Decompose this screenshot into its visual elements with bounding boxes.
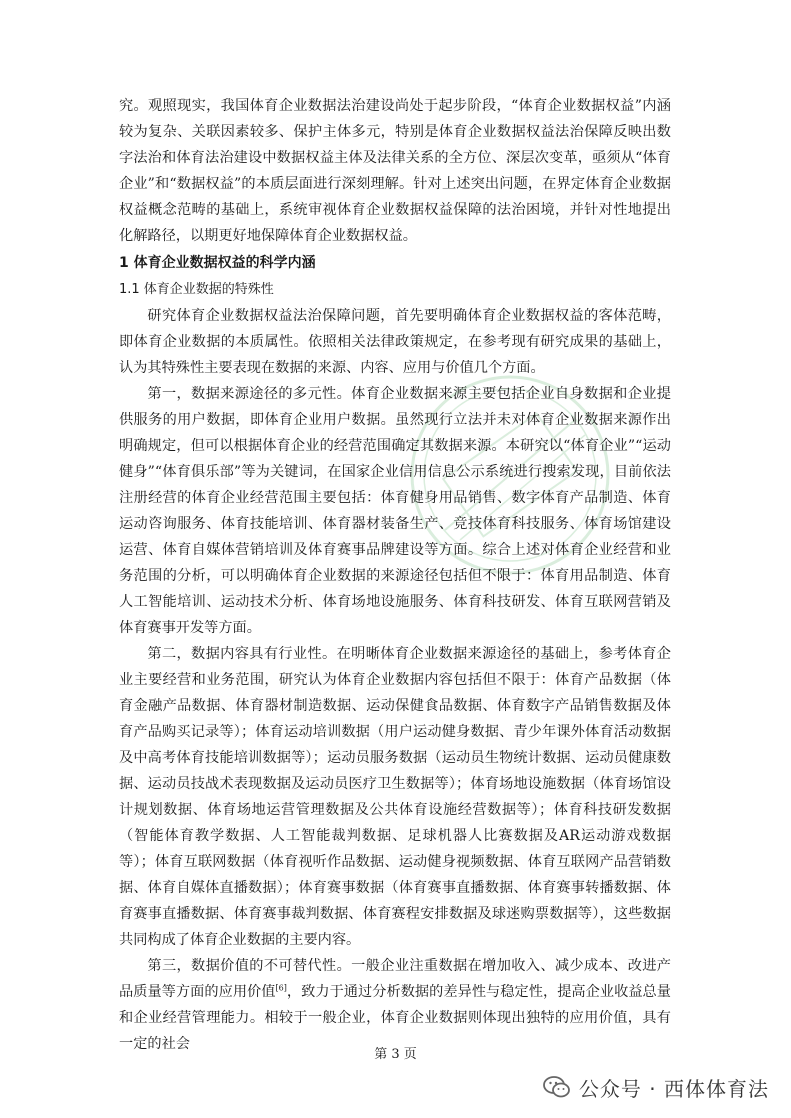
citation-marker: [6] — [275, 983, 287, 993]
paragraph-2: 第一，数据来源途径的多元性。体育企业数据来源主要包括企业自身数据和企业提供服务的用户数据，即体育企业用户数据。虽然现行立法并未对体育企业数据来源作出明确规定，但可以根据体育企业的经营范围确定其数据来源。本研究以“体育企业”“运动健身”“体育俱乐部”等为关键词，在国家企业信用信息公示系统进行搜索发现，目前依法注册经营的体育企业经营范围主要包括：体育健身用品销售、数字体育产品制造、体育运动咨询服务、体育技能培训、体育器材装备生产、竞技体育科技服务、体育场馆建设运营、体育自媒体营销培训及体育赛事品牌建设等方面。综合上述对体育企业经营和业务范围的分析，可以明确体育企业数据的来源途径包括但不限于：体育用品制造、体育人工智能培训、运动技术分析、体育场地设施服务、体育科技研发、体育互联网营销及体育赛事开发等方面。 — [119, 386, 671, 636]
paragraph-3: 第二，数据内容具有行业性。在明晰体育企业数据来源途径的基础上，参考体育企业主要经营和业务范围，研究认为体育企业数据内容包括但不限于：体育产品数据（体育金融产品数据、体育器材制造数据、运动保健食品数据、体育数字产品销售数据及体育产品购买记录等）；体育运动培训数据（用户运动健身数据、青少年课外体育活动数据及中高考体育技能培训数据等）；运动员服务数据（运动员生物统计数据、运动员健康数据、运动员技战术表现数据及运动员医疗卫生数据等）；体育场地设施数据（体育场馆设计规划数据、体育场地运营管理数据及公共体育设施经营数据等）；体育科技研发数据（智能体育教学数据、人工智能裁判数据、足球机器人比赛数据及AR运动游戏数据等）；体育互联网数据（体育视听作品数据、运动健身视频数据、体育互联网产品营销数据、体育自媒体直播数据）；体育赛事数据（体育赛事直播数据、体育赛事转播数据、体育赛事直播数据、体育赛事裁判数据、体育赛程安排数据及球迷购票数据等），这些数据共同构成了体育企业数据的主要内容。 — [119, 646, 671, 948]
subsection-heading: 1.1 体育企业数据的特殊性 — [119, 282, 274, 297]
paragraph-intro: 究。观照现实，我国体育企业数据法治建设尚处于起步阶段，“体育企业数据权益”内涵较为复杂、关联因素较多、保护主体多元，特别是体育企业数据权益法治保障反映出数字法治和体育法治建设中数据权益主体及法律关系的全方位、深层次变革，亟须从“体育企业”和“数据权益”的本质层面进行深刻理解。针对上述突出问题，在界定体育企业数据权益概念范畴的基础上，系统审视体育企业数据权益保障的法治困境，并针对性地提出化解路径，以期更好地保障体育企业数据权益。 — [119, 98, 671, 244]
paragraph-4 — [119, 953, 671, 1057]
wechat-icon — [543, 1075, 571, 1099]
paragraph-1: 研究体育企业数据权益法治保障问题，首先要明确体育企业数据权益的客体范畴，即体育企业数据的本质属性。依照相关法律政策规定，在参考现有研究成果的基础上，认为其特殊性主要表现在数据的来源、内容、应用与价值几个方面。 — [119, 308, 671, 376]
paragraph-4-part-b: ，致力于通过分析数据的差异性与稳定性，提高企业收益总量和企业经营管理能力。相较于一般企业，体育企业数据则体现出独特的应用价值，具有一定的社会 — [119, 984, 671, 1052]
section-heading: 1 体育企业数据权益的科学内涵 — [119, 255, 316, 271]
page-number: 第 3 页 — [374, 1047, 417, 1062]
account-watermark — [543, 1072, 769, 1102]
watermark-text: 公众号 · 西体体育法 — [578, 1076, 769, 1101]
paragraph-4-part-a: 第三，数据价值的不可替代性。一般企业注重数据在增加收入、减少成本、改进产品质量等方面的应用价值 — [119, 958, 671, 1000]
body-text — [119, 93, 671, 1057]
